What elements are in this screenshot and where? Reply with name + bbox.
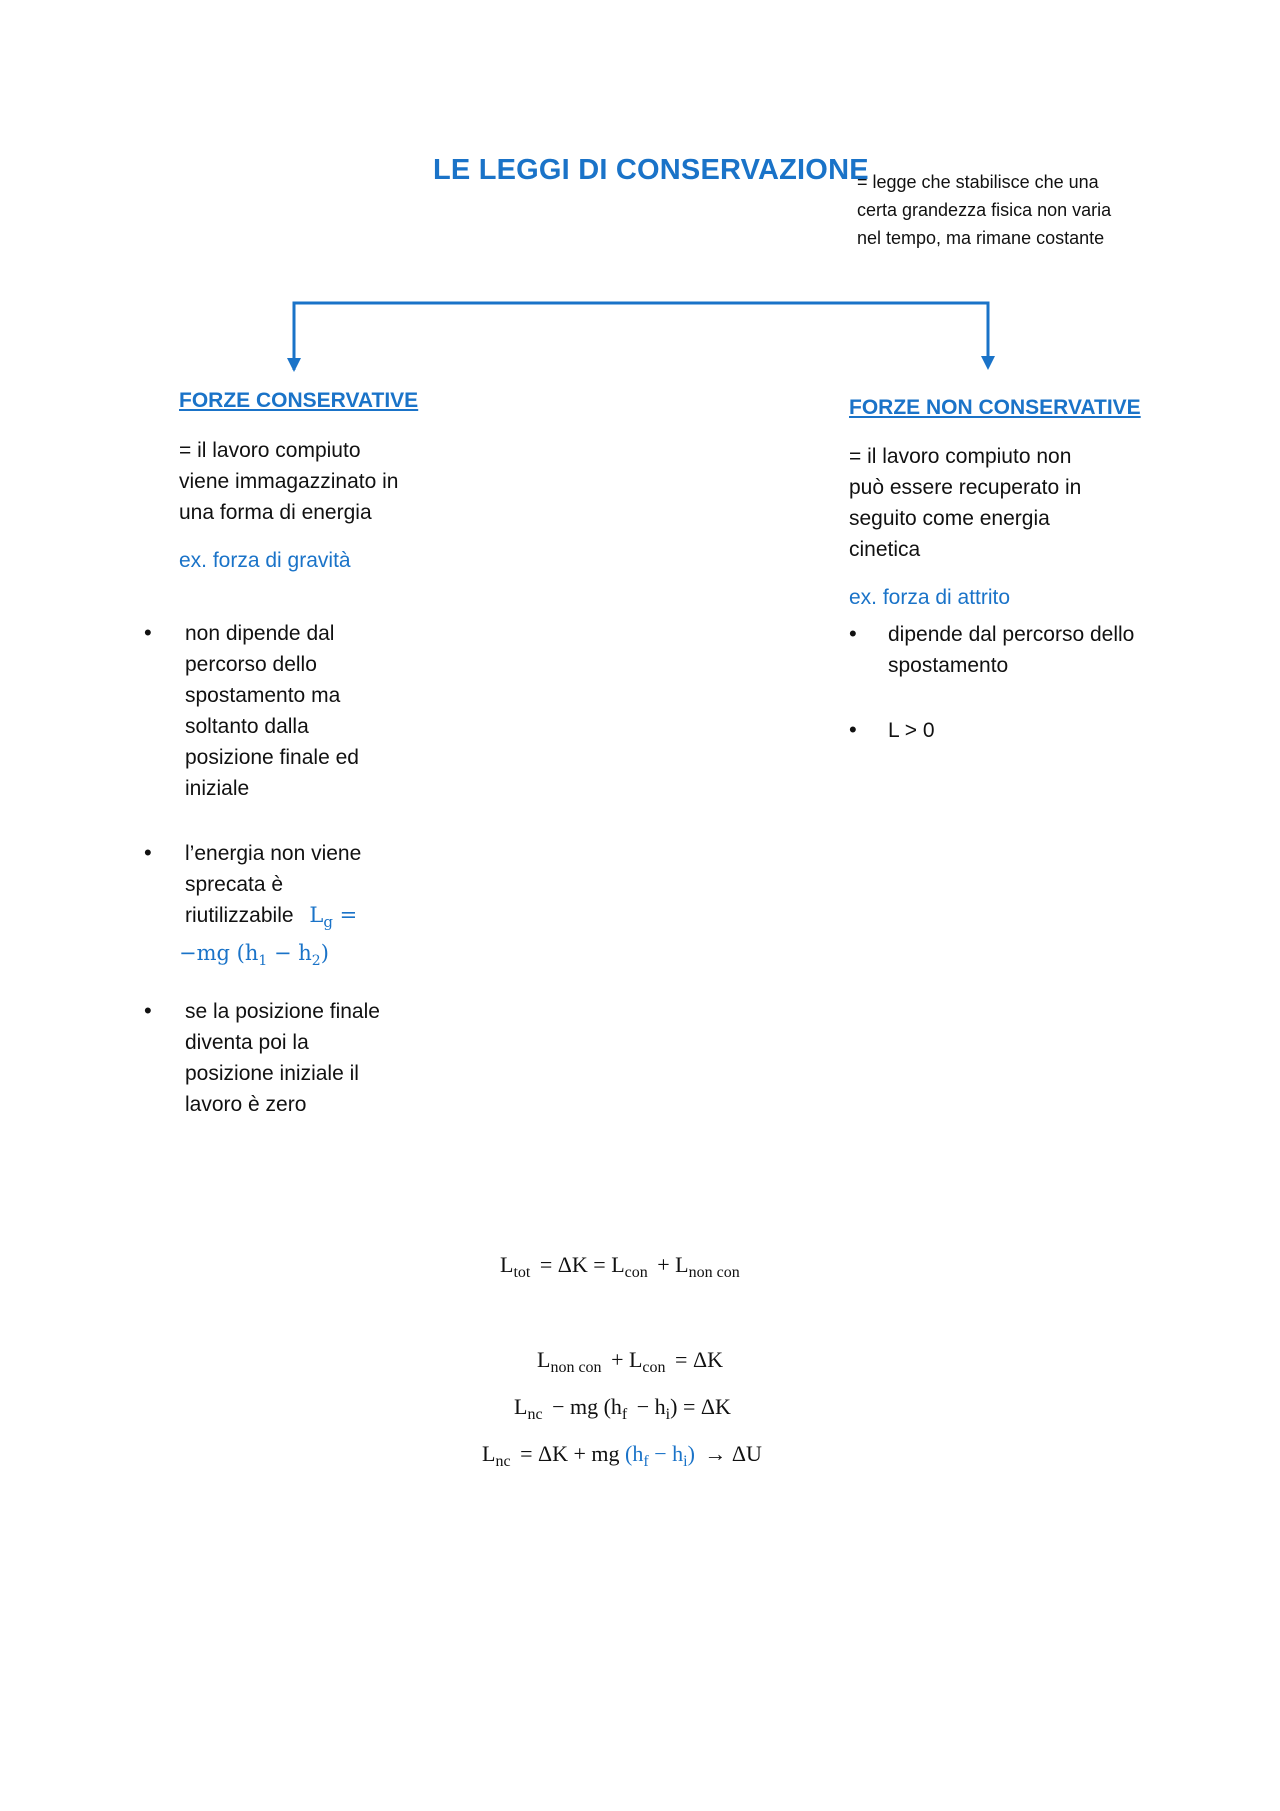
eq-term: )	[687, 1441, 695, 1466]
bullet-dot: •	[849, 621, 857, 646]
non-conservative-description	[849, 441, 1081, 565]
eq-subscript: f	[621, 1406, 628, 1423]
desc-line: seguito come energia	[849, 507, 1050, 530]
bullet-line: l’energia non viene	[185, 842, 362, 865]
eq-highlight	[625, 1441, 695, 1470]
eq-subscript: con	[642, 1359, 666, 1376]
eq-subscript: non con	[550, 1359, 602, 1376]
definition-line: nel tempo, ma rimane costante	[857, 228, 1105, 248]
bullet-line: percorso dello	[185, 653, 317, 676]
bullet-line: spostamento	[888, 654, 1009, 677]
eq-subscript: f	[643, 1453, 649, 1470]
bullet-line: posizione finale ed	[185, 746, 359, 769]
formula-symbol: L	[309, 903, 324, 927]
formula-symbol: −	[273, 941, 292, 966]
eq-term: L	[482, 1441, 496, 1466]
bullet-dot: •	[144, 998, 152, 1023]
formula-symbol: h	[298, 941, 312, 966]
desc-line: una forma di energia	[179, 501, 372, 524]
bullet-line: L > 0	[888, 719, 935, 742]
arrow-head-left	[287, 358, 301, 372]
eq-subscript: i	[665, 1406, 671, 1423]
conservative-example: ex. forza di gravità	[179, 549, 351, 572]
formula-symbol: −mg (h	[179, 941, 259, 966]
bullet-line: non dipende dal	[185, 622, 335, 645]
gravity-work-formula	[309, 903, 358, 932]
conservative-heading: FORZE CONSERVATIVE	[179, 389, 419, 412]
arrow-head-right	[981, 356, 995, 370]
bullet-line: spostamento ma	[185, 684, 341, 707]
bullet-dot: •	[144, 620, 152, 645]
non-conservative-bullet-1	[888, 619, 1134, 681]
desc-line: viene immagazzinato in	[179, 470, 399, 493]
conservative-bullet-2	[179, 838, 362, 977]
non-conservative-heading: FORZE NON CONSERVATIVE	[849, 396, 1141, 419]
bullet-line-with-formula	[185, 900, 361, 938]
bullet-line: soltanto dalla	[185, 715, 309, 738]
equation-2	[537, 1347, 723, 1377]
eq-term: = ΔK + mg	[520, 1441, 620, 1466]
desc-line: cinetica	[849, 538, 921, 561]
equation-4	[482, 1441, 762, 1471]
eq-term: = ΔK = L	[539, 1252, 625, 1277]
conservative-description	[179, 435, 398, 528]
bullet-line: dipende dal percorso dello	[888, 623, 1135, 646]
equation-3	[514, 1394, 731, 1424]
bullet-line: iniziale	[185, 777, 250, 800]
eq-term: ) = ΔK	[670, 1394, 731, 1419]
definition-line: certa grandezza fisica non varia	[857, 200, 1112, 220]
formula-subscript: 2	[311, 953, 321, 970]
formula-symbol: )	[320, 941, 329, 966]
eq-subscript: i	[683, 1453, 688, 1470]
bullet-line: riutilizzabile	[185, 904, 294, 927]
equation-1	[500, 1252, 740, 1282]
eq-term: → ΔU	[704, 1441, 762, 1466]
non-conservative-example: ex. forza di attrito	[849, 586, 1011, 609]
bullet-line: diventa poi la	[185, 1031, 309, 1054]
gravity-work-formula-cont	[179, 938, 361, 977]
branch-connector	[294, 303, 988, 370]
bullet-line: se la posizione finale	[185, 1000, 380, 1023]
eq-term: − h	[636, 1394, 666, 1419]
formula-subscript: 1	[258, 953, 268, 970]
bullet-line: posizione iniziale il	[185, 1062, 359, 1085]
conservative-bullet-1	[185, 618, 359, 804]
conservative-bullet-3	[185, 996, 380, 1120]
eq-term: + L	[611, 1347, 643, 1372]
formula-subscript: g	[323, 913, 333, 932]
bullet-dot: •	[849, 717, 857, 742]
eq-term: L	[500, 1252, 514, 1277]
eq-subscript: non con	[688, 1264, 740, 1281]
eq-subscript: tot	[513, 1264, 531, 1281]
eq-subscript: nc	[495, 1453, 511, 1470]
bullet-dot: •	[144, 840, 152, 865]
definition-line: = legge che stabilisce che una	[857, 172, 1099, 192]
eq-term: L	[514, 1394, 528, 1419]
formula-symbol: =	[339, 903, 358, 927]
branch-arrows	[0, 0, 1280, 400]
desc-line: = il lavoro compiuto	[179, 439, 361, 462]
non-conservative-bullet-2	[888, 715, 935, 746]
eq-term: L	[537, 1347, 551, 1372]
eq-term: + L	[657, 1252, 689, 1277]
eq-term: (h	[625, 1441, 644, 1466]
desc-line: può essere recuperato in	[849, 476, 1082, 499]
page-title: LE LEGGI DI CONSERVAZIONE	[433, 154, 869, 186]
bullet-line: lavoro è zero	[185, 1093, 307, 1116]
eq-term: = ΔK	[675, 1347, 723, 1372]
eq-subscript: nc	[527, 1406, 543, 1423]
eq-term: − mg (h	[552, 1394, 622, 1419]
eq-term: − h	[654, 1441, 684, 1466]
bullet-line: sprecata è	[185, 873, 284, 896]
eq-subscript: con	[624, 1264, 648, 1281]
desc-line: = il lavoro compiuto non	[849, 445, 1072, 468]
